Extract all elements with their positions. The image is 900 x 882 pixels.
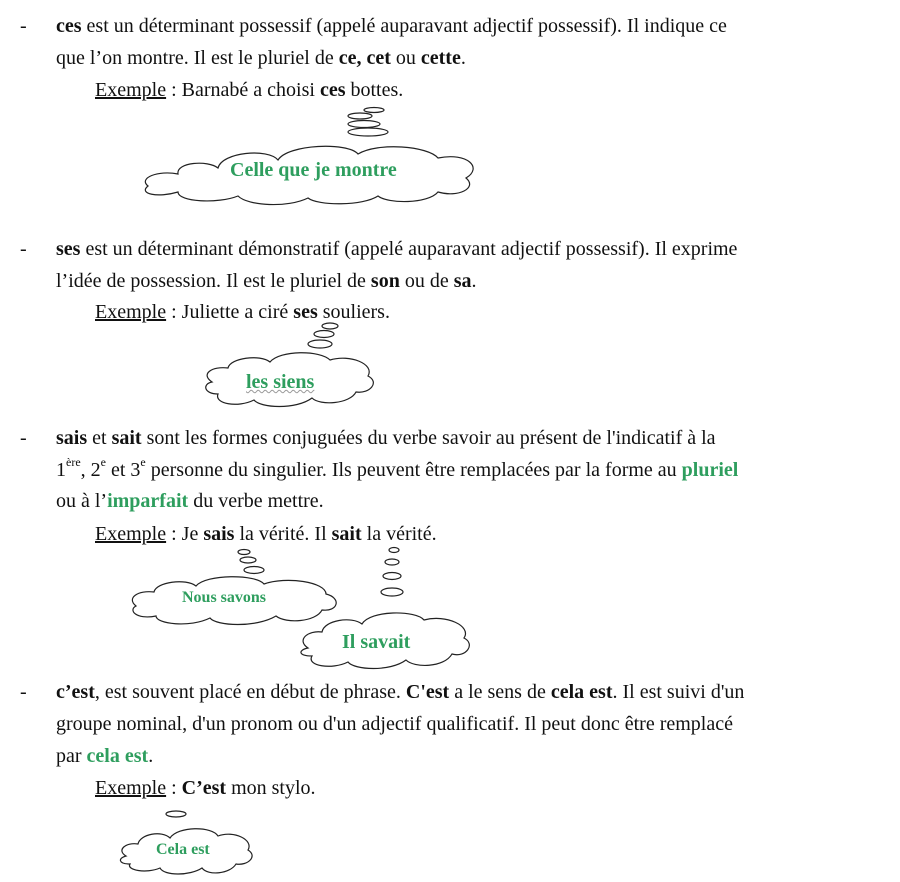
example-label: Exemple bbox=[95, 301, 167, 323]
thought-cloud bbox=[138, 108, 478, 208]
text: Barnabé a choisi bbox=[181, 79, 320, 101]
paragraph-line bbox=[56, 422, 716, 454]
cloud-text: Nous savons bbox=[182, 589, 267, 606]
text: : bbox=[166, 79, 182, 101]
keyword: ses bbox=[293, 301, 318, 323]
keyword: sait bbox=[331, 523, 362, 545]
text: la vérité. Il bbox=[234, 523, 332, 545]
bullet-dash: - bbox=[20, 15, 27, 37]
keyword: C’est bbox=[181, 777, 227, 799]
example-label: Exemple bbox=[95, 523, 167, 545]
paragraph-line bbox=[56, 485, 324, 517]
text: : bbox=[166, 301, 182, 323]
text: , est souvent placé en début de phrase. bbox=[94, 681, 406, 703]
text: . bbox=[460, 47, 466, 69]
text: . Il est suivi d'un bbox=[612, 681, 745, 703]
example-line bbox=[95, 74, 403, 106]
keyword: sais bbox=[56, 427, 88, 449]
keyword: ses bbox=[56, 238, 81, 260]
keyword: cette bbox=[420, 47, 461, 69]
keyword: son bbox=[370, 270, 400, 292]
text: est un déterminant démonstratif (appelé auparavant adjectif possessif). Il exprime bbox=[80, 238, 738, 260]
text: que l’on montre. Il est le pluriel de bbox=[56, 47, 339, 69]
text: du verbe mettre. bbox=[188, 490, 324, 512]
bullet-dash: - bbox=[20, 238, 27, 260]
superscript: ère bbox=[66, 455, 81, 470]
keyword: ce, bbox=[338, 47, 362, 69]
text: ou à l’ bbox=[56, 490, 108, 512]
text: . bbox=[471, 270, 477, 292]
highlight: pluriel bbox=[681, 459, 739, 481]
text: est un déterminant possessif (appelé auparavant adjectif possessif). Il indique ce bbox=[81, 15, 727, 37]
text: a le sens de bbox=[449, 681, 551, 703]
example-label: Exemple bbox=[95, 777, 167, 799]
keyword: C'est bbox=[405, 681, 450, 703]
text: ou bbox=[390, 47, 421, 69]
highlight: cela est bbox=[86, 745, 149, 767]
superscript: e bbox=[100, 455, 106, 470]
text: l’idée de possession. Il est le pluriel de bbox=[56, 270, 371, 292]
keyword: c’est bbox=[56, 681, 95, 703]
thought-cloud bbox=[296, 546, 472, 672]
keyword: cet bbox=[366, 47, 391, 69]
example-line bbox=[95, 772, 316, 804]
cloud-text: Celle que je montre bbox=[230, 159, 397, 181]
text: Juliette a ciré bbox=[181, 301, 294, 323]
paragraph-line bbox=[56, 676, 744, 708]
example-label: Exemple bbox=[95, 79, 167, 101]
text: sont les formes conjuguées du verbe savoir au présent de l'indicatif à la bbox=[141, 427, 716, 449]
thought-cloud bbox=[116, 808, 256, 878]
paragraph-line bbox=[56, 454, 738, 486]
bullet-dash: - bbox=[20, 427, 27, 449]
text: : bbox=[166, 777, 182, 799]
text: . bbox=[148, 745, 154, 767]
superscript: e bbox=[140, 455, 146, 470]
keyword: sait bbox=[111, 427, 142, 449]
text: par bbox=[56, 745, 87, 767]
text: : bbox=[166, 523, 182, 545]
text: Je bbox=[181, 523, 204, 545]
paragraph-line bbox=[56, 42, 466, 74]
text: bottes. bbox=[345, 79, 404, 101]
highlight: imparfait bbox=[107, 490, 189, 512]
text: souliers. bbox=[317, 301, 390, 323]
keyword: cela est bbox=[550, 681, 613, 703]
text: , 2 bbox=[80, 459, 101, 481]
text: ou de bbox=[399, 270, 454, 292]
thought-cloud bbox=[200, 320, 380, 412]
text: personne du singulier. Ils peuvent être remplacées par la forme au bbox=[145, 459, 682, 481]
paragraph-line bbox=[56, 740, 153, 772]
cloud-text: les siens bbox=[246, 371, 315, 393]
cloud-text: Il savait bbox=[342, 631, 411, 653]
paragraph-line bbox=[56, 233, 737, 265]
text: la vérité. bbox=[361, 523, 437, 545]
text: groupe nominal, d'un pronom ou d'un adjectif qualificatif. Il peut donc être remplacé bbox=[56, 713, 733, 735]
text: et bbox=[87, 427, 112, 449]
text: mon stylo. bbox=[226, 777, 316, 799]
paragraph-line bbox=[56, 10, 727, 42]
paragraph-line bbox=[56, 708, 733, 740]
keyword: sa bbox=[453, 270, 472, 292]
keyword: sais bbox=[203, 523, 235, 545]
paragraph-line bbox=[56, 265, 477, 297]
text: 1 bbox=[56, 459, 66, 481]
cloud-text: Cela est bbox=[156, 841, 210, 858]
keyword: ces bbox=[56, 15, 82, 37]
text: et 3 bbox=[105, 459, 141, 481]
keyword: ces bbox=[319, 79, 346, 101]
bullet-dash: - bbox=[20, 681, 27, 703]
